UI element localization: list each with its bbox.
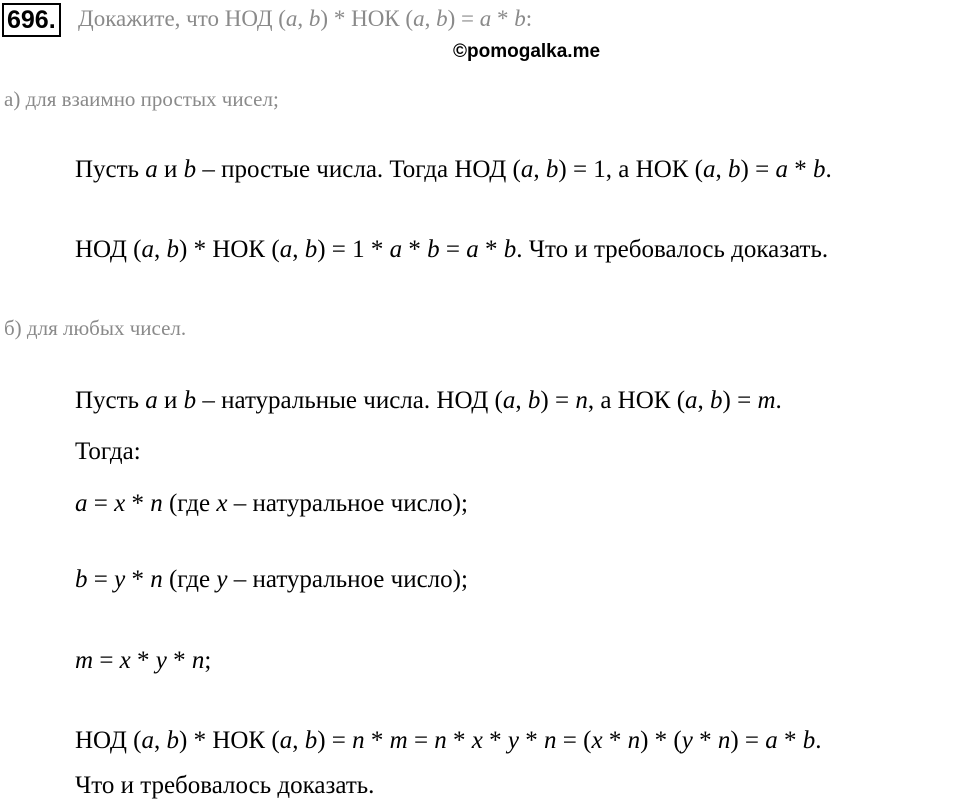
part-b-line-1: Пусть a и b – натуральные числа. НОД (a, b) = n, а НОК (a, b) = m. <box>75 387 782 414</box>
equation-m: m = x * y * n; <box>75 647 212 674</box>
problem-number: 696. <box>2 3 61 37</box>
problem-statement: Докажите, что НОД (a, b) * НОК (a, b) = a * b: <box>78 6 533 31</box>
part-a-heading: а) для взаимно простых чисел; <box>4 87 279 111</box>
equation-a: a = x * n (где x – натуральное число); <box>75 490 468 517</box>
equation-b: b = y * n (где y – натуральное число); <box>75 566 468 593</box>
part-b-then: Тогда: <box>75 438 141 465</box>
part-a-line-1: Пусть a и b – простые числа. Тогда НОД (a, b) = 1, а НОК (a, b) = a * b. <box>75 156 832 183</box>
part-b-heading: б) для любых чисел. <box>4 316 187 340</box>
conclusion: Что и требовалось доказать. <box>75 772 375 799</box>
part-a-line-2: НОД (a, b) * НОК (a, b) = 1 * a * b = a * b. Что и требовалось доказать. <box>75 236 829 263</box>
final-equation: НОД (a, b) * НОК (a, b) = n * m = n * x * y * n = (x * n) * (y * n) = a * b. <box>75 727 822 754</box>
watermark: ©pomogalka.me <box>453 41 601 62</box>
